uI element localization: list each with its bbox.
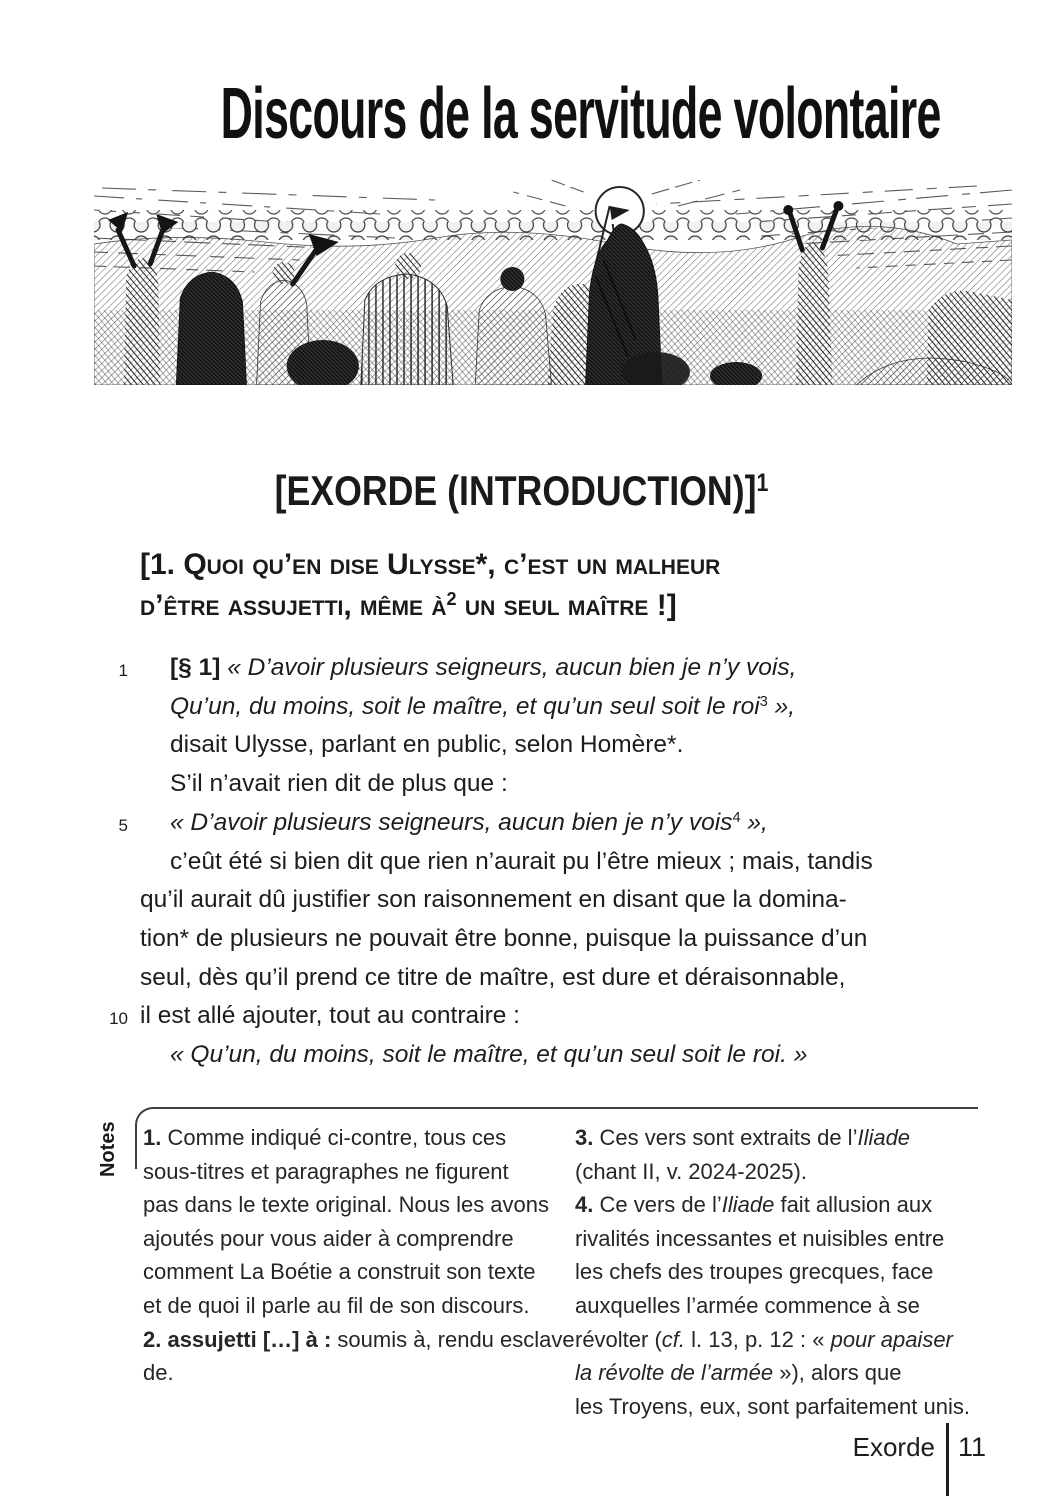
- note-line: 2. assujetti […] à : soumis à, rendu esclave: [143, 1326, 575, 1352]
- notes-column-right: [575, 1121, 970, 1423]
- exorde-heading-text: [EXORDE (INTRODUCTION)]$^1$: [274, 467, 768, 514]
- notes-label: Notes: [97, 1121, 119, 1177]
- note-line: 1. Comme indiqué ci-contre, tous ces: [143, 1125, 507, 1150]
- body-line: disait Ulysse, parlant en public, selon Homère*.: [170, 731, 684, 759]
- body-line: « Qu’un, du moins, soit le maître, et qu’un seul soit le roi. »: [170, 1041, 808, 1069]
- body-line: S’il n’avait rien dit de plus que :: [170, 770, 508, 798]
- footer-section-label: Exorde: [852, 1432, 935, 1462]
- page-title-text: Discours de la servitude volontaire: [220, 74, 941, 154]
- footer-divider: [946, 1423, 949, 1496]
- note-line: auxquelles l’armée commence à se: [575, 1292, 920, 1318]
- note-line: rivalités incessantes et nuisibles entre: [575, 1225, 945, 1251]
- note-line: de.: [143, 1360, 174, 1386]
- note-line: ajoutés pour vous aider à comprendre: [143, 1225, 514, 1251]
- footer-page-number: 11: [958, 1432, 987, 1462]
- body-line: Qu’un, du moins, soit le maître, et qu’un seul soit le roi$^3$ »,: [170, 692, 796, 720]
- note-line: 3. Ces vers sont extraits de l’Iliade: [575, 1125, 911, 1150]
- subsection-heading-line2: d’être assujetti, même $à^2$ un seul maître !]: [140, 589, 677, 622]
- body-line: tion* de plusieurs ne pouvait être bonne, puisque la puissance d’un: [140, 924, 868, 952]
- note-line: pas dans le texte original. Nous les avons: [143, 1192, 550, 1218]
- body-line: « D’avoir plusieurs seigneurs, aucun bien je n’y vois$^4$ »,: [170, 808, 768, 836]
- body-line: [§ 1] « D’avoir plusieurs seigneurs, aucun bien je n’y vois,: [170, 654, 797, 681]
- note-line: sous-titres et paragraphes ne figurent: [143, 1158, 509, 1184]
- line-number-10: 10: [109, 1009, 128, 1028]
- subsection-heading: [140, 544, 960, 626]
- note-line: comment La Boétie a construit son texte: [143, 1259, 536, 1285]
- crowd-engraving-illustration: [94, 180, 1012, 385]
- body-line: seul, dès qu’il prend ce titre de maître, est dure et déraisonnable,: [140, 963, 846, 991]
- note-line: la révolte de l’armée »), alors que: [575, 1360, 902, 1386]
- body-line: c’eût été si bien dit que rien n’aurait pu l’être mieux ; mais, tandis: [170, 847, 873, 875]
- body-text: [140, 649, 952, 1075]
- note-line: et de quoi il parle au fil de son discours.: [143, 1292, 530, 1318]
- notes-column-left: [143, 1121, 575, 1390]
- crowd-engraving-svg: [94, 180, 1012, 385]
- page-title: [0, 74, 1042, 154]
- note-line: 4. Ce vers de l’Iliade fait allusion aux: [575, 1192, 933, 1218]
- exorde-heading: [0, 468, 1042, 514]
- line-number-5: 5: [118, 816, 128, 835]
- line-number-1: 1: [118, 661, 128, 680]
- note-line: les chefs des troupes grecques, face: [575, 1259, 934, 1285]
- note-line: les Troyens, eux, sont parfaitement unis.: [575, 1393, 970, 1419]
- body-line: il est allé ajouter, tout au contraire :: [140, 1002, 520, 1030]
- body-line: qu’il aurait dû justifier son raisonnement en disant que la domina-: [140, 886, 847, 914]
- note-line: (chant II, v. 2024-2025).: [575, 1158, 807, 1184]
- subsection-heading-line1: [1. Quoi qu’en dise Ulysse*, c’est un malheur: [140, 548, 721, 581]
- note-line: révolter (cf. l. 13, p. 12 : « pour apaiser: [575, 1326, 953, 1352]
